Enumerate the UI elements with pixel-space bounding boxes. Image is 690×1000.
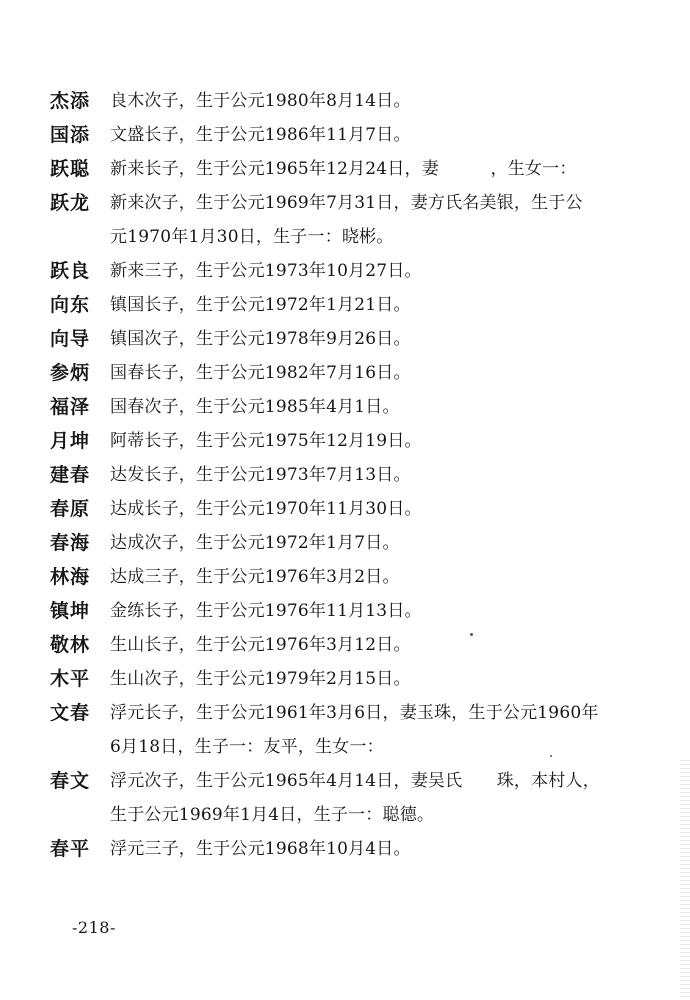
entry-name: 敬林 <box>50 634 91 656</box>
genealogy-entry <box>50 560 650 594</box>
genealogy-entry <box>50 84 650 118</box>
entry-text: 金练长子，生于公元1976年11月13日。 <box>110 601 422 621</box>
entry-text: 新来三子，生于公元1973年10月27日。 <box>110 261 422 281</box>
entry-text: 浮元三子，生于公元1968年10月4日。 <box>110 839 411 859</box>
entry-text-continuation: 元1970年1月30日，生子一：晓彬。 <box>110 227 394 247</box>
entry-name: 跃聪 <box>50 158 91 180</box>
genealogy-entry <box>50 764 650 832</box>
entry-name: 春原 <box>50 498 91 520</box>
genealogy-entry <box>50 152 650 186</box>
genealogy-entry <box>50 696 650 764</box>
entry-text-continuation: 生于公元1969年1月4日，生子一：聪德。 <box>110 805 435 825</box>
entry-name: 参炳 <box>50 362 91 384</box>
entry-text: 浮元长子，生于公元1961年3月6日，妻玉珠，生于公元1960年 <box>110 703 599 723</box>
genealogy-entry <box>50 832 650 866</box>
entry-text: 国春长子，生于公元1982年7月16日。 <box>110 363 411 383</box>
genealogy-entry <box>50 662 650 696</box>
entry-text-continuation: 6月18日，生子一：友平，生女一： <box>110 737 384 757</box>
entry-text: 达成次子，生于公元1972年1月7日。 <box>110 533 400 553</box>
genealogy-entry <box>50 424 650 458</box>
entry-text: 镇国次子，生于公元1978年9月26日。 <box>110 329 411 349</box>
entry-name: 建春 <box>50 464 91 486</box>
entry-text: 良木次子，生于公元1980年8月14日。 <box>110 91 411 111</box>
entry-text: 镇国长子，生于公元1972年1月21日。 <box>110 295 411 315</box>
entry-name: 跃良 <box>50 260 91 282</box>
genealogy-entry <box>50 288 650 322</box>
entry-name: 向东 <box>50 294 91 316</box>
genealogy-entry <box>50 254 650 288</box>
entry-name: 福泽 <box>50 396 91 418</box>
genealogy-entry <box>50 492 650 526</box>
genealogy-entry <box>50 390 650 424</box>
scan-edge <box>680 760 690 1000</box>
entry-text: 生山长子，生于公元1976年3月12日。 <box>110 635 411 655</box>
scan-speck <box>470 633 473 636</box>
genealogy-entry <box>50 628 650 662</box>
entry-text: 达成长子，生于公元1970年11月30日。 <box>110 499 422 519</box>
entry-name: 杰添 <box>50 90 91 112</box>
genealogy-entry <box>50 322 650 356</box>
entry-name: 木平 <box>50 668 91 690</box>
entry-name: 春海 <box>50 532 91 554</box>
genealogy-entries <box>50 84 650 866</box>
genealogy-entry <box>50 458 650 492</box>
entry-text: 生山次子，生于公元1979年2月15日。 <box>110 669 411 689</box>
entry-text: 浮元次子，生于公元1965年4月14日，妻吴氏 珠，本村人， <box>110 771 600 791</box>
entry-name: 国添 <box>50 124 91 146</box>
entry-text: 达发长子，生于公元1973年7月13日。 <box>110 465 411 485</box>
entry-text: 国春次子，生于公元1985年4月1日。 <box>110 397 400 417</box>
genealogy-entry <box>50 118 650 152</box>
entry-name: 春文 <box>50 770 91 792</box>
genealogy-entry <box>50 526 650 560</box>
genealogy-entry <box>50 186 650 254</box>
entry-name: 文春 <box>50 702 91 724</box>
entry-text: 文盛长子，生于公元1986年11月7日。 <box>110 125 411 145</box>
entry-text: 新来长子，生于公元1965年12月24日，妻 ，生女一： <box>110 159 577 179</box>
page-number: -218- <box>72 918 116 937</box>
entry-name: 镇坤 <box>50 600 91 622</box>
scan-speck <box>550 755 552 757</box>
entry-name: 月坤 <box>50 430 91 452</box>
entry-text: 新来次子，生于公元1969年7月31日，妻方氏名美银，生于公 <box>110 193 583 213</box>
entry-text: 阿蒂长子，生于公元1975年12月19日。 <box>110 431 422 451</box>
genealogy-entry <box>50 356 650 390</box>
entry-name: 林海 <box>50 566 91 588</box>
entry-text: 达成三子，生于公元1976年3月2日。 <box>110 567 400 587</box>
entry-name: 跃龙 <box>50 192 91 214</box>
entry-name: 春平 <box>50 838 91 860</box>
entry-name: 向导 <box>50 328 91 350</box>
genealogy-entry <box>50 594 650 628</box>
